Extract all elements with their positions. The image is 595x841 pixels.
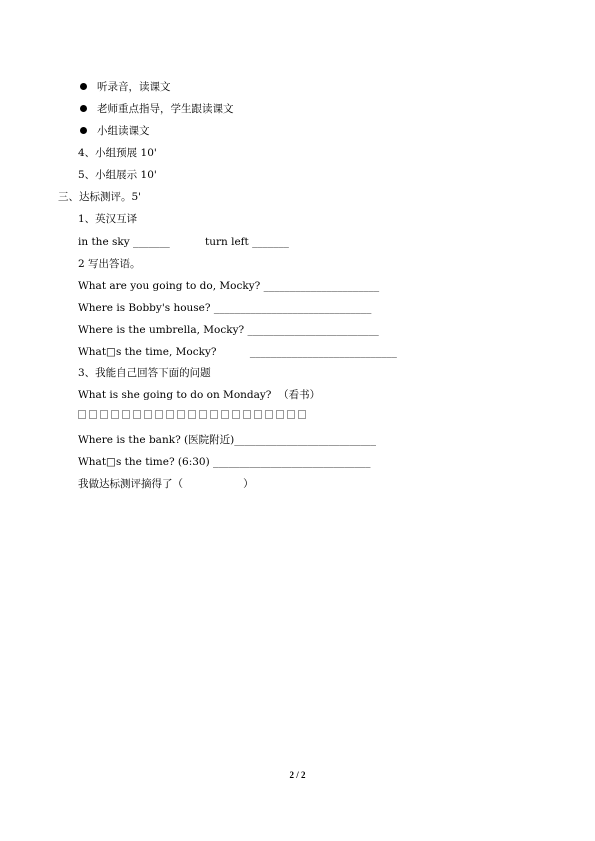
placeholder-box <box>78 410 86 419</box>
placeholder-box <box>188 410 196 419</box>
q3-title: 3、我能自己回答下面的问题 <box>78 367 211 379</box>
q2-line-1: What are you going to do, Mocky? ______________________ <box>78 280 380 292</box>
placeholder-box <box>144 410 152 419</box>
q3-line-3: What□s the time? (6:30) ______________________________ <box>78 456 371 468</box>
placeholder-box <box>221 410 229 419</box>
placeholder-box <box>254 410 262 419</box>
page-number: 2 / 2 <box>289 770 306 780</box>
placeholder-box <box>265 410 273 419</box>
score-line: 我做达标测评摘得了（ ） <box>78 478 254 490</box>
q3-line-2: Where is the bank? (医院附近)___________________________ <box>78 434 376 446</box>
bullet-text-2: 老师重点指导，学生跟读课文 <box>97 103 234 115</box>
q1-item-2: turn left _______ <box>205 236 289 248</box>
q3-line-1: What is she going to do on Monday? （看书） <box>78 389 321 401</box>
placeholder-box <box>166 410 174 419</box>
bullet-dot-2 <box>80 105 87 112</box>
placeholder-box <box>243 410 251 419</box>
bullet-text-1: 听录音，读课文 <box>97 81 171 93</box>
bullet-dot-1 <box>80 83 87 90</box>
answer-placeholder-boxes <box>78 410 306 419</box>
placeholder-box <box>199 410 207 419</box>
bullet-dot-3 <box>80 127 87 134</box>
q2-line-3: Where is the umbrella, Mocky? _________________________ <box>78 324 379 336</box>
placeholder-box <box>298 410 306 419</box>
placeholder-box <box>232 410 240 419</box>
placeholder-box <box>122 410 130 419</box>
q1-title: 1、英汉互译 <box>78 213 138 225</box>
placeholder-box <box>133 410 141 419</box>
placeholder-box <box>100 410 108 419</box>
q1-item-1: in the sky _______ <box>78 236 170 248</box>
q2-line-2: Where is Bobby's house? ______________________________ <box>78 302 372 314</box>
placeholder-box <box>210 410 218 419</box>
placeholder-box <box>111 410 119 419</box>
q2-title: 2 写出答语。 <box>78 258 141 270</box>
placeholder-box <box>276 410 284 419</box>
step-5: 5、小组展示 10' <box>78 169 157 181</box>
placeholder-box <box>287 410 295 419</box>
section-3-title: 三、达标测评。5' <box>58 191 142 203</box>
q2-line-4: What□s the time, Mocky? ____________________________ <box>78 346 397 358</box>
step-4: 4、小组预展 10' <box>78 147 157 159</box>
placeholder-box <box>89 410 97 419</box>
bullet-text-3: 小组读课文 <box>97 125 150 137</box>
placeholder-box <box>177 410 185 419</box>
placeholder-box <box>155 410 163 419</box>
